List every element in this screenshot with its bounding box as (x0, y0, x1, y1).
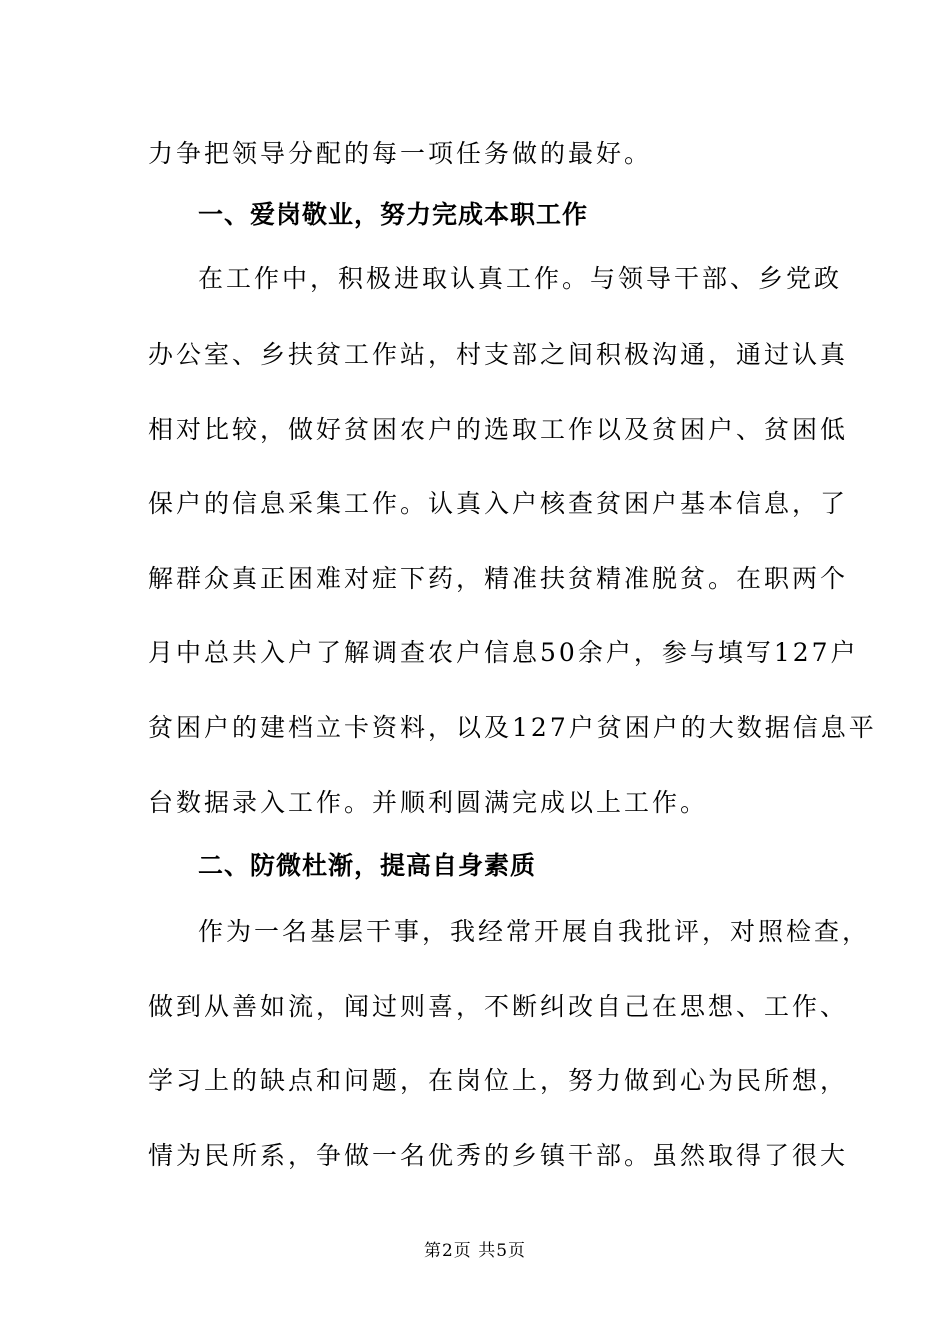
text-line: 贫困户的建档立卡资料，以及127户贫困户的大数据信息平 (148, 713, 877, 742)
text-line: 办公室、乡扶贫工作站，村支部之间积极沟通，通过认真 (148, 340, 849, 369)
section-heading-2: 二、防微杜渐，提高自身素质 (198, 851, 537, 880)
text-line: 解群众真正困难对症下药，精准扶贫精准脱贫。在职两个 (148, 564, 849, 593)
text-line: 学习上的缺点和问题，在岗位上，努力做到心为民所想， (148, 1066, 849, 1095)
text-line: 相对比较，做好贫困农户的选取工作以及贫困户、贫困低 (148, 415, 849, 444)
page-number-footer: 第2页 共5页 (423, 1241, 527, 1261)
text-line: 台数据录入工作。并顺利圆满完成以上工作。 (148, 788, 709, 817)
text-line: 力争把领导分配的每一项任务做的最好。 (148, 139, 653, 168)
text-line: 月中总共入户了解调查农户信息50余户，参与填写127户 (148, 638, 859, 667)
text-line: 保户的信息采集工作。认真入户核查贫困户基本信息，了 (148, 489, 849, 518)
text-line: 在工作中，积极进取认真工作。与领导干部、乡党政 (198, 264, 843, 293)
text-line: 情为民所系，争做一名优秀的乡镇干部。虽然取得了很大 (148, 1141, 849, 1170)
text-line: 作为一名基层干事，我经常开展自我批评，对照检查， (198, 917, 871, 946)
section-heading-1: 一、爱岗敬业，努力完成本职工作 (198, 200, 589, 229)
text-line: 做到从善如流，闻过则喜，不断纠改自己在思想、工作、 (148, 992, 849, 1021)
